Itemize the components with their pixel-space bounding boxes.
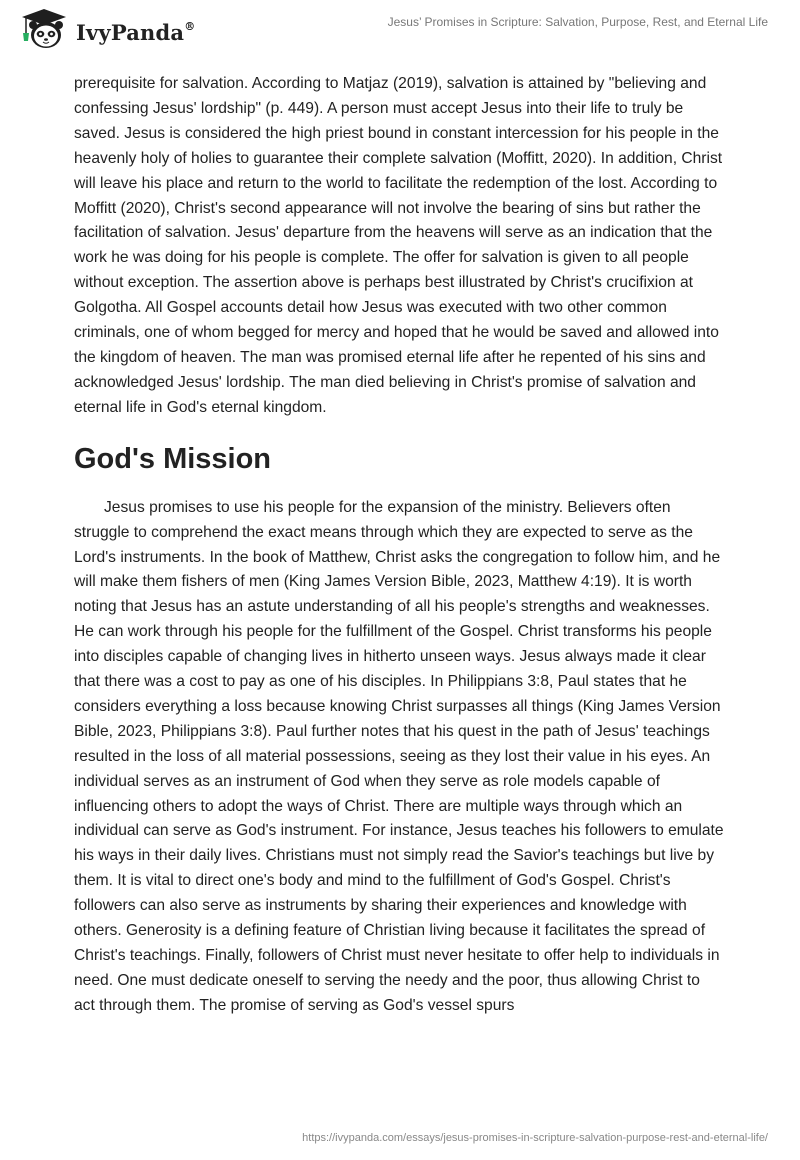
body-paragraph: prerequisite for salvation. According to Matjaz (2019), salvation is attained by "believing and confessing Jesus' lordship" (p. 449). A person must accept Jesus into their life to truly be saved. Jesus is considered the high priest bound in constant intercession for his people in the heavenly holy of holies to guarantee their complete salvation (Moffitt, 2020). In addition, Christ will leave his place and return to the world to facilitate the redemption of the lost. According to Moffitt (2020), Christ's second appearance will not involve the bearing of sins but rather the facilitation of salvation. Jesus' departure from the heavens will serve as an indication that the work he was doing for his people is complete. The offer for salvation is given to all people without exception. The assertion above is perhaps best illustrated by Christ's crucifixion at Golgotha. All Gospel accounts detail how Jesus was executed with two other common criminals, one of whom begged for mercy and hoped that he would be saved and allowed into the kingdom of heaven. The man was promised eternal life after he repented of his sins and acknowledged Jesus' lordship. The man died believing in Christ's promise of salvation and eternal life in God's eternal kingdom. <box>74 75 723 416</box>
body-paragraph: Jesus promises to use his people for the expansion of the ministry. Believers often struggle to comprehend the exact means through which they are expected to serve as the Lord's instruments. In the book of Matthew, Christ asks the congregation to follow him, and he will make them fishers of men (King James Version Bible, 2023, Matthew 4:19). It is worth noting that Jesus has an astute understanding of all his people's strengths and weaknesses. He can work through his people for the fulfillment of the Gospel. Christ transforms his people into disciples capable of changing lives in hitherto unseen ways. Jesus always made it clear that there was a cost to pay as one of his disciples. In Philippians 3:8, Paul states that he considers everything a loss because knowing Christ surpasses all things (King James Version Bible, 2023, Philippians 3:8). Paul further notes that his quest in the path of Jesus' teachings resulted in the loss of all material possessions, seeing as they lost their value in his eyes. An individual serves as an instrument of God when they serve as role models capable of influencing others to adopt the ways of Christ. There are multiple ways through which an individual can serve as God's instrument. For instance, Jesus teaches his followers to emulate his ways in their daily lives. Christians must not simply read the Savior's teachings but live by them. It is vital to direct one's body and mind to the fulfillment of God's Gospel. Christ's followers can also serve as instruments by sharing their experiences and knowledge with others. Generosity is a defining feature of Christian living because it facilitates the spread of Christ's teachings. Finally, followers of Christ must never hesitate to offer help to individuals in need. One must dedicate oneself to serving the needy and the poor, thus allowing Christ to act through them. The promise of serving as God's vessel spurs <box>74 498 724 1014</box>
section-heading: God's Mission <box>74 442 272 475</box>
running-title: Jesus’ Promises in Scripture: Salvation, Purpose, Rest, and Eternal Life <box>387 15 768 29</box>
registered-mark: ® <box>184 20 196 33</box>
source-url[interactable]: https://ivypanda.com/essays/jesus-promises-in-scripture-salvation-purpose-rest-and-eternal-life/ <box>302 1132 768 1144</box>
brand-logo-text[interactable] <box>76 20 195 45</box>
essay-content <box>74 72 724 1019</box>
brand-name: IvyPanda <box>76 20 185 45</box>
page-header <box>0 0 800 70</box>
panda-graduation-cap-icon[interactable] <box>14 7 74 51</box>
